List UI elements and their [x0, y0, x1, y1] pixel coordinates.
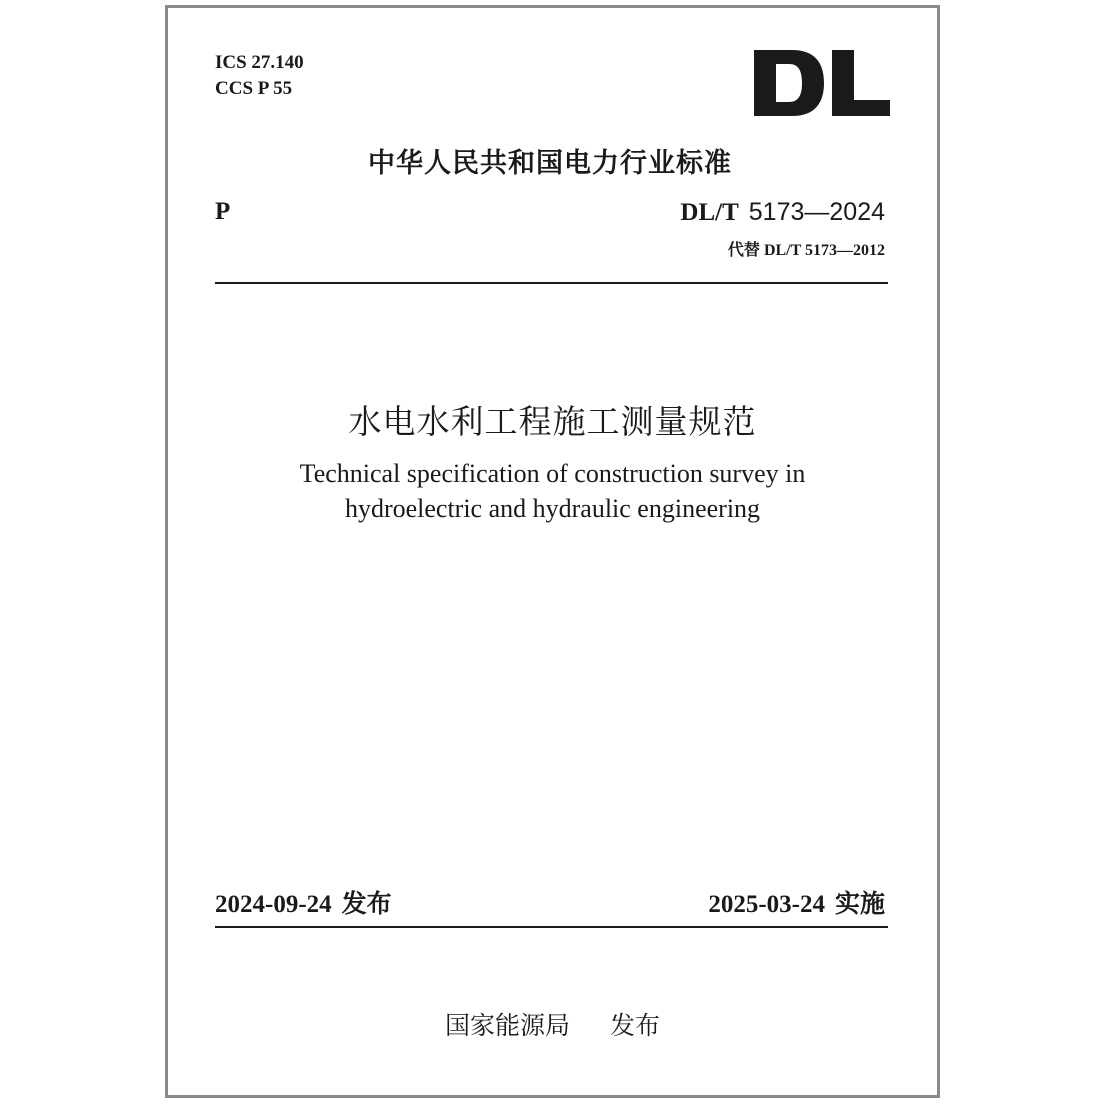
standard-cover [165, 5, 940, 1098]
publisher [168, 1006, 937, 1042]
dl-logo [752, 48, 892, 118]
title-english-line2: hydroelectric and hydraulic engineering [344, 494, 761, 523]
ccs-code: CCS P 55 [215, 78, 293, 99]
category-letter: P [215, 198, 231, 225]
standard-number [680, 198, 885, 227]
replaces-code: DL/T 5173—2012 [763, 242, 885, 259]
replaces-label: 代替 [727, 240, 760, 259]
issue-date [215, 884, 392, 920]
issue-date-value: 2024-09-24 [215, 891, 332, 918]
issue-label: 发布 [341, 889, 392, 918]
publisher-action: 发布 [610, 1011, 661, 1040]
industry-standard-heading: 中华人民共和国电力行业标准 [368, 148, 732, 179]
implementation-date-value: 2025-03-24 [708, 891, 825, 918]
title-english-line1: Technical specification of construction survey in [299, 459, 806, 488]
top-divider [215, 282, 888, 284]
replaces-note [728, 237, 885, 260]
title-chinese: 水电水利工程施工测量规范 [348, 402, 757, 441]
implementation-date [708, 884, 885, 920]
standard-code: 5173—2024 [748, 198, 885, 226]
bottom-divider [215, 926, 888, 928]
implementation-label: 实施 [834, 889, 885, 918]
publisher-name: 国家能源局 [444, 1011, 570, 1040]
standard-prefix: DL/T [680, 199, 739, 226]
ics-code: ICS 27.140 [215, 52, 304, 73]
